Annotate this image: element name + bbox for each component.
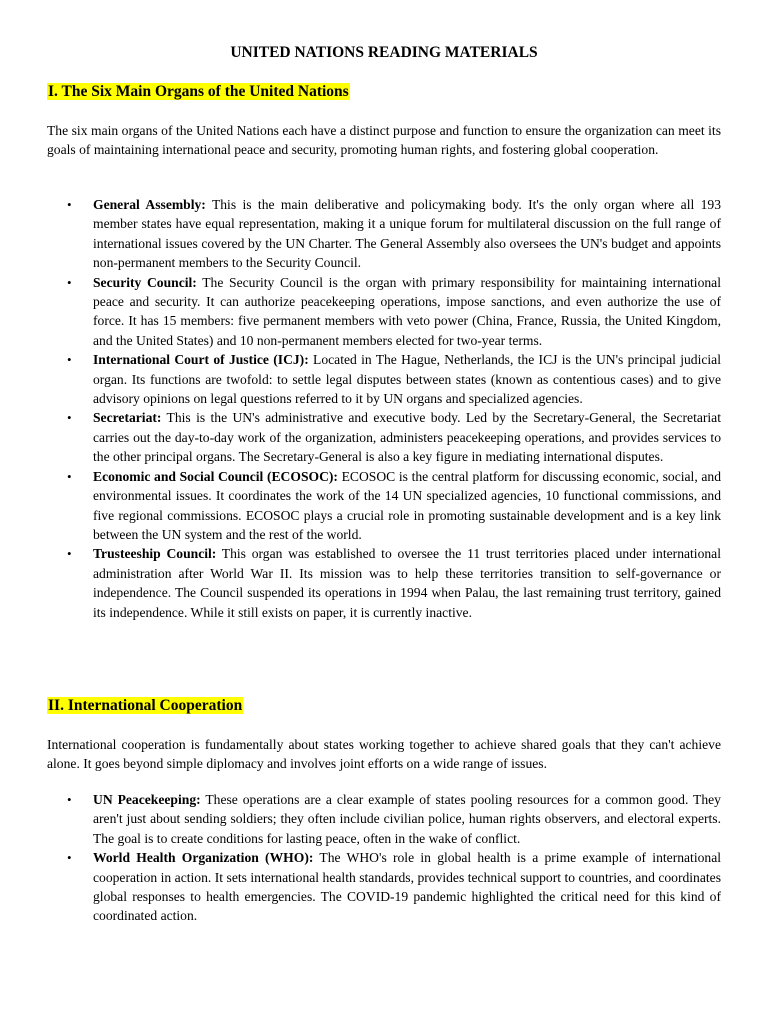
section-1-intro: The six main organs of the United Nations each have a distinct purpose and function to ensure the organization can meet its goals of maintaining international peace and security, promoting human rights, and fostering global cooperation. — [47, 123, 721, 158]
document-title: UNITED NATIONS READING MATERIALS — [230, 44, 538, 61]
section-2-list — [47, 790, 721, 926]
bullet-icon: • — [67, 352, 72, 368]
list-item — [47, 790, 721, 848]
item-term: UN Peacekeeping: — [93, 792, 201, 807]
item-text: This is the main deliberative and policymaking body. It's the only organ where all 193 member states have equal representation, making it a unique forum for multilateral discussion on the full range of international issues covered by the UN Charter. The General Assembly also oversees the UN's budget and appoints non-permanent members to the Security Council. — [93, 197, 722, 271]
section-2-heading — [47, 695, 243, 716]
bullet-icon: • — [67, 197, 72, 212]
item-term: General Assembly: — [93, 197, 206, 212]
item-text: This is the UN's administrative and executive body. Led by the Secretary-General, the Secretariat carries out the day-to-day work of the organization, administers peacekeeping operations, and provides services to the other principal organs. The Secretary-General is also a key figure in mediating international disputes. — [93, 410, 721, 465]
bullet-icon: • — [67, 792, 72, 807]
bullet-icon: • — [67, 546, 72, 562]
bullet-icon: • — [67, 410, 72, 426]
bullet-icon: • — [67, 468, 72, 484]
item-term: World Health Organization (WHO): — [93, 850, 314, 866]
bullet-icon: • — [67, 850, 72, 866]
section-2-intro: International cooperation is fundamentally about states working together to achieve shared goals that they can't achieve alone. It goes beyond simple diplomacy and involves joint efforts on a wide range of issues. — [47, 737, 721, 772]
list-item — [47, 848, 721, 926]
section-2-heading-text: II. International Cooperation — [48, 697, 243, 714]
item-term: Secretariat: — [93, 410, 162, 426]
bullet-icon: • — [67, 274, 72, 290]
item-text: This organ was established to oversee the 11 trust territories placed under international administration after World War II. Its mission was to help these territories transition to self-governance or independence. The Council suspended its operations in 1994 when Palau, the last remaining trust territory, gained its independence. While it still exists on paper, it is currently inactive. — [93, 546, 721, 620]
list-item — [47, 350, 721, 408]
section-1-heading-text: I. The Six Main Organs of the United Nations — [48, 83, 349, 100]
item-text: The WHO's role in global health is a prime example of international cooperation in action. It sets international health standards, provides technical support to countries, and coordinates global responses to health emergencies. The COVID-19 pandemic highlighted the critical need for this kind of coordinated action. — [93, 850, 722, 924]
item-term: International Court of Justice (ICJ): — [93, 352, 309, 368]
item-term: Economic and Social Council (ECOSOC): — [93, 468, 338, 484]
item-term: Security Council: — [93, 274, 197, 290]
list-item — [47, 544, 721, 622]
item-text: The Security Council is the organ with primary responsibility for maintaining international peace and security. It can authorize peacekeeping operations, impose sanctions, and even authorize the use of force. It has 15 members: five permanent members with veto power (China, France, Russia, the United Kingdom, and the United States) and 10 non-permanent members elected for two-year terms. — [93, 274, 721, 348]
item-text: ECOSOC is the central platform for discussing economic, social, and environmental issues. It coordinates the work of the 14 UN specialized agencies, 10 functional commissions, and five regional commissions. ECOSOC plays a crucial role in promoting sustainable development and is a key link between the UN system and the rest of the world. — [93, 468, 721, 542]
list-item — [47, 408, 721, 466]
item-text: These operations are a clear example of states pooling resources for a common good. They aren't just about sending soldiers; they often include civilian police, human rights observers, and electoral experts. The goal is to create conditions for lasting peace, often in the wake of conflict. — [93, 792, 721, 846]
section-1-heading — [47, 81, 350, 102]
list-item — [47, 467, 721, 545]
list-item — [47, 273, 721, 351]
section-1-list — [47, 195, 721, 622]
list-item — [47, 195, 721, 273]
item-term: Trusteeship Council: — [93, 546, 217, 562]
item-text: Located in The Hague, Netherlands, the ICJ is the UN's principal judicial organ. Its functions are twofold: to settle legal disputes between states (known as contentious cases) and to give advisory opinions on legal questions referred to it by UN organs and specialized agencies. — [93, 352, 721, 407]
